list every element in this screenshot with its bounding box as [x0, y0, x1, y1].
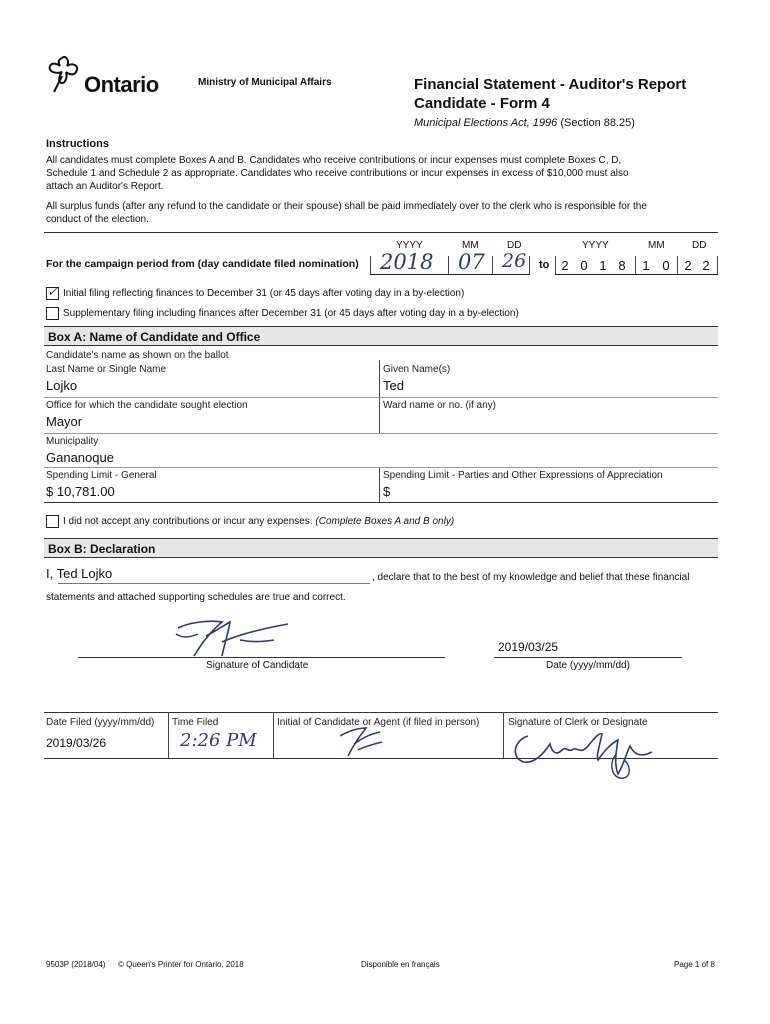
last-name-field[interactable]: Lojko — [46, 378, 78, 393]
instructions-heading: Instructions — [46, 138, 109, 150]
supplementary-filing-label: Supplementary filing including finances after December 31 (or 45 days after voting day in a by-election) — [63, 308, 519, 319]
municipality-label: Municipality — [46, 436, 99, 447]
limit-general-label: Spending Limit - General — [46, 470, 157, 481]
ward-field[interactable] — [383, 414, 713, 430]
copyright: © Queen's Printer for Ontario, 2018 — [118, 960, 244, 969]
declarant-field[interactable]: I, Ted Lojko — [46, 566, 113, 581]
clerk-signature — [506, 724, 666, 784]
to-digit: 2 — [561, 258, 569, 273]
act-section: (Section 88.25) — [560, 117, 635, 129]
date-filed-field[interactable]: 2019/03/26 — [46, 736, 107, 750]
hdr-mm-from: MM — [462, 240, 479, 251]
from-date-field[interactable] — [370, 250, 530, 275]
declaration-text: , declare that to the best of my knowledge and belief that these financial — [372, 572, 690, 583]
ward-label: Ward name or no. (if any) — [383, 400, 497, 411]
initial-label: Initial of Candidate or Agent (if filed in person) — [277, 717, 480, 728]
hdr-mm-to: MM — [648, 240, 665, 251]
to-label: to — [539, 259, 550, 271]
box-b-heading: Box B: Declaration — [44, 538, 718, 558]
limit-parties-label: Spending Limit - Parties and Other Expressions of Appreciation — [383, 470, 663, 481]
to-digit: 8 — [618, 258, 626, 273]
hdr-yyyy-to: YYYY — [582, 240, 609, 251]
ministry-name: Ministry of Municipal Affairs — [198, 77, 332, 88]
divider — [44, 232, 718, 233]
time-filed-label: Time Filed — [172, 717, 219, 728]
to-digit: 1 — [642, 258, 650, 273]
office-label: Office for which the candidate sought election — [46, 400, 248, 411]
to-digit: 1 — [599, 258, 607, 273]
time-filed-field[interactable]: 2:26 PM — [180, 730, 257, 751]
last-name-label: Last Name or Single Name — [46, 364, 167, 375]
french-availability: Disponible en français — [361, 960, 440, 969]
municipality-field[interactable]: Gananoque — [46, 450, 114, 465]
form-subtitle: Candidate - Form 4 — [414, 95, 550, 112]
no-contributions-checkbox[interactable] — [46, 515, 59, 528]
initial-filing-checkbox[interactable]: ✓ — [47, 285, 58, 300]
box-a-heading: Box A: Name of Candidate and Office — [44, 326, 718, 346]
instructions-line: attach an Auditor's Report. — [46, 181, 164, 192]
declaration-text-2: statements and attached supporting schedules are true and correct. — [46, 592, 346, 603]
office-field[interactable]: Mayor — [46, 414, 83, 429]
to-digit: 0 — [662, 258, 670, 273]
form-number: 9503P (2018/04) — [46, 960, 106, 969]
declaration-date[interactable]: 2019/03/25 — [498, 640, 559, 654]
limit-parties-field[interactable]: $ — [383, 484, 391, 499]
agent-initial-mark — [336, 724, 386, 760]
instructions-line: All candidates must complete Boxes A and B. Candidates who receive contributions or incur expenses must complete Boxes C, D, — [46, 155, 622, 166]
to-digit: 0 — [580, 258, 588, 273]
no-contrib-note: (Complete Boxes A and B only) — [315, 516, 455, 527]
instructions-line: conduct of the election. — [46, 214, 149, 225]
date-filed-label: Date Filed (yyyy/mm/dd) — [46, 717, 155, 728]
to-digit: 2 — [702, 258, 710, 273]
clerk-signature-label: Signature of Clerk or Designate — [508, 717, 648, 728]
form-title: Financial Statement - Auditor's Report — [414, 76, 687, 93]
name-caption: Candidate's name as shown on the ballot — [46, 350, 229, 361]
from-month-value: 07 — [458, 250, 485, 274]
instructions-line: All surplus funds (after any refund to the candidate or their spouse) shall be paid immediately over to the clerk who is responsible for the — [46, 201, 647, 212]
limit-general-field[interactable]: $ 10,781.00 — [46, 484, 115, 499]
from-year-value: 2018 — [380, 250, 434, 274]
to-digit: 2 — [684, 258, 692, 273]
no-contributions-label — [63, 516, 454, 527]
hdr-yyyy-from: YYYY — [396, 240, 423, 251]
given-name-field[interactable]: Ted — [383, 378, 404, 393]
instructions-text — [46, 154, 716, 226]
no-contrib-text: I did not accept any contributions or incur any expenses. — [63, 516, 313, 527]
from-day-value: 26 — [502, 250, 527, 272]
given-name-label: Given Name(s) — [383, 364, 451, 375]
to-date-field[interactable] — [555, 250, 718, 275]
initial-filing-label: Initial filing reflecting finances to December 31 (or 45 days after voting day in a by-election) — [63, 288, 465, 299]
act-reference — [414, 117, 635, 129]
trillium-icon — [40, 52, 86, 98]
act-name: Municipal Elections Act, 1996 — [414, 117, 558, 129]
hdr-dd-to: DD — [692, 240, 707, 251]
hdr-dd-from: DD — [507, 240, 522, 251]
supplementary-filing-checkbox[interactable] — [46, 307, 59, 320]
instructions-line: Schedule 1 and Schedule 2 as appropriate. Candidates who receive contributions or incur expenses in excess of $10,000 must also — [46, 168, 629, 179]
logo-wordmark: Ontario — [84, 72, 159, 97]
date-label: Date (yyyy/mm/dd) — [546, 660, 630, 671]
ontario-logo — [40, 52, 190, 102]
campaign-period-label: For the campaign period from (day candidate filed nomination) — [46, 258, 359, 270]
signature-label: Signature of Candidate — [206, 660, 309, 671]
page-number: Page 1 of 8 — [674, 960, 715, 969]
